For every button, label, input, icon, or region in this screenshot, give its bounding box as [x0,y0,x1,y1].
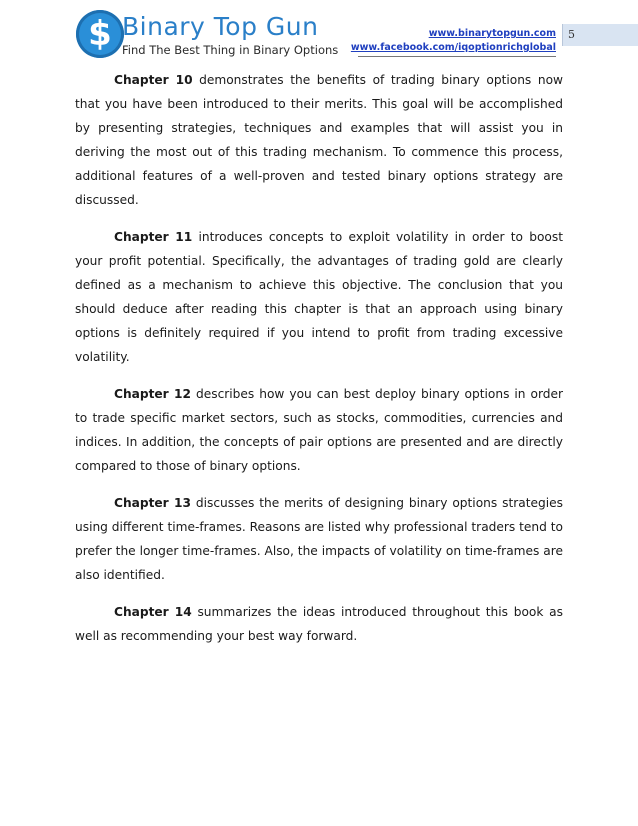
chapter-heading: Chapter 11 [114,230,193,244]
page-body [75,68,563,661]
paragraph-text: demonstrates the benefits of trading binary options now that you have been introduced to their merits. This goal will be accomplished by presenting strategies, techniques and examples that will assist you in deriving the most out of this trading mechanism. To commence this process, additional features of a well-proven and tested binary options strategy are discussed. [75,73,563,207]
paragraph-text: summarizes the ideas introduced throughout this book as well as recommending your best way forward. [75,605,563,643]
header-links [351,27,556,55]
paragraph-chapter-12 [75,382,563,478]
logo-title: Binary Top Gun [122,12,319,41]
page-header [0,0,638,62]
paragraph-chapter-10 [75,68,563,212]
facebook-link[interactable]: www.facebook.com/iqoptionrichglobal [350,42,556,53]
paragraph-text: discusses the merits of designing binary options strategies using different time-frames. Reasons are listed why professional traders tend to prefer the longer time-frames. Also, the impacts of volatility on time-frames are also identified. [75,496,564,582]
logo-tagline: Find The Best Thing in Binary Options [122,43,339,57]
brand-logo [76,10,339,62]
website-link[interactable]: www.binarytopgun.com [428,28,556,39]
chapter-heading: Chapter 12 [114,387,191,401]
header-divider [358,56,556,57]
chapter-heading: Chapter 14 [114,605,192,619]
dollar-coin-icon [76,10,124,58]
paragraph-text: describes how you can best deploy binary options in order to trade specific market sectors, such as stocks, commodities, currencies and indices. In addition, the concepts of pair options are presented and are directly compared to those of binary options. [75,387,564,473]
paragraph-chapter-13 [75,491,563,587]
page-number: 5 [568,28,575,41]
chapter-heading: Chapter 13 [114,496,191,510]
dollar-symbol: $ [88,14,112,54]
paragraph-chapter-11 [75,225,563,369]
chapter-heading: Chapter 10 [114,73,193,87]
paragraph-chapter-14 [75,600,563,648]
paragraph-text: introduces concepts to exploit volatility in order to boost your profit potential. Specifically, the advantages of trading gold are clearly defined as a mechanism to achieve this objective. The conclusion that you should deduce after reading this chapter is that an approach using binary options is definitely required if you intend to profit from trading excessive volatility. [75,230,563,364]
